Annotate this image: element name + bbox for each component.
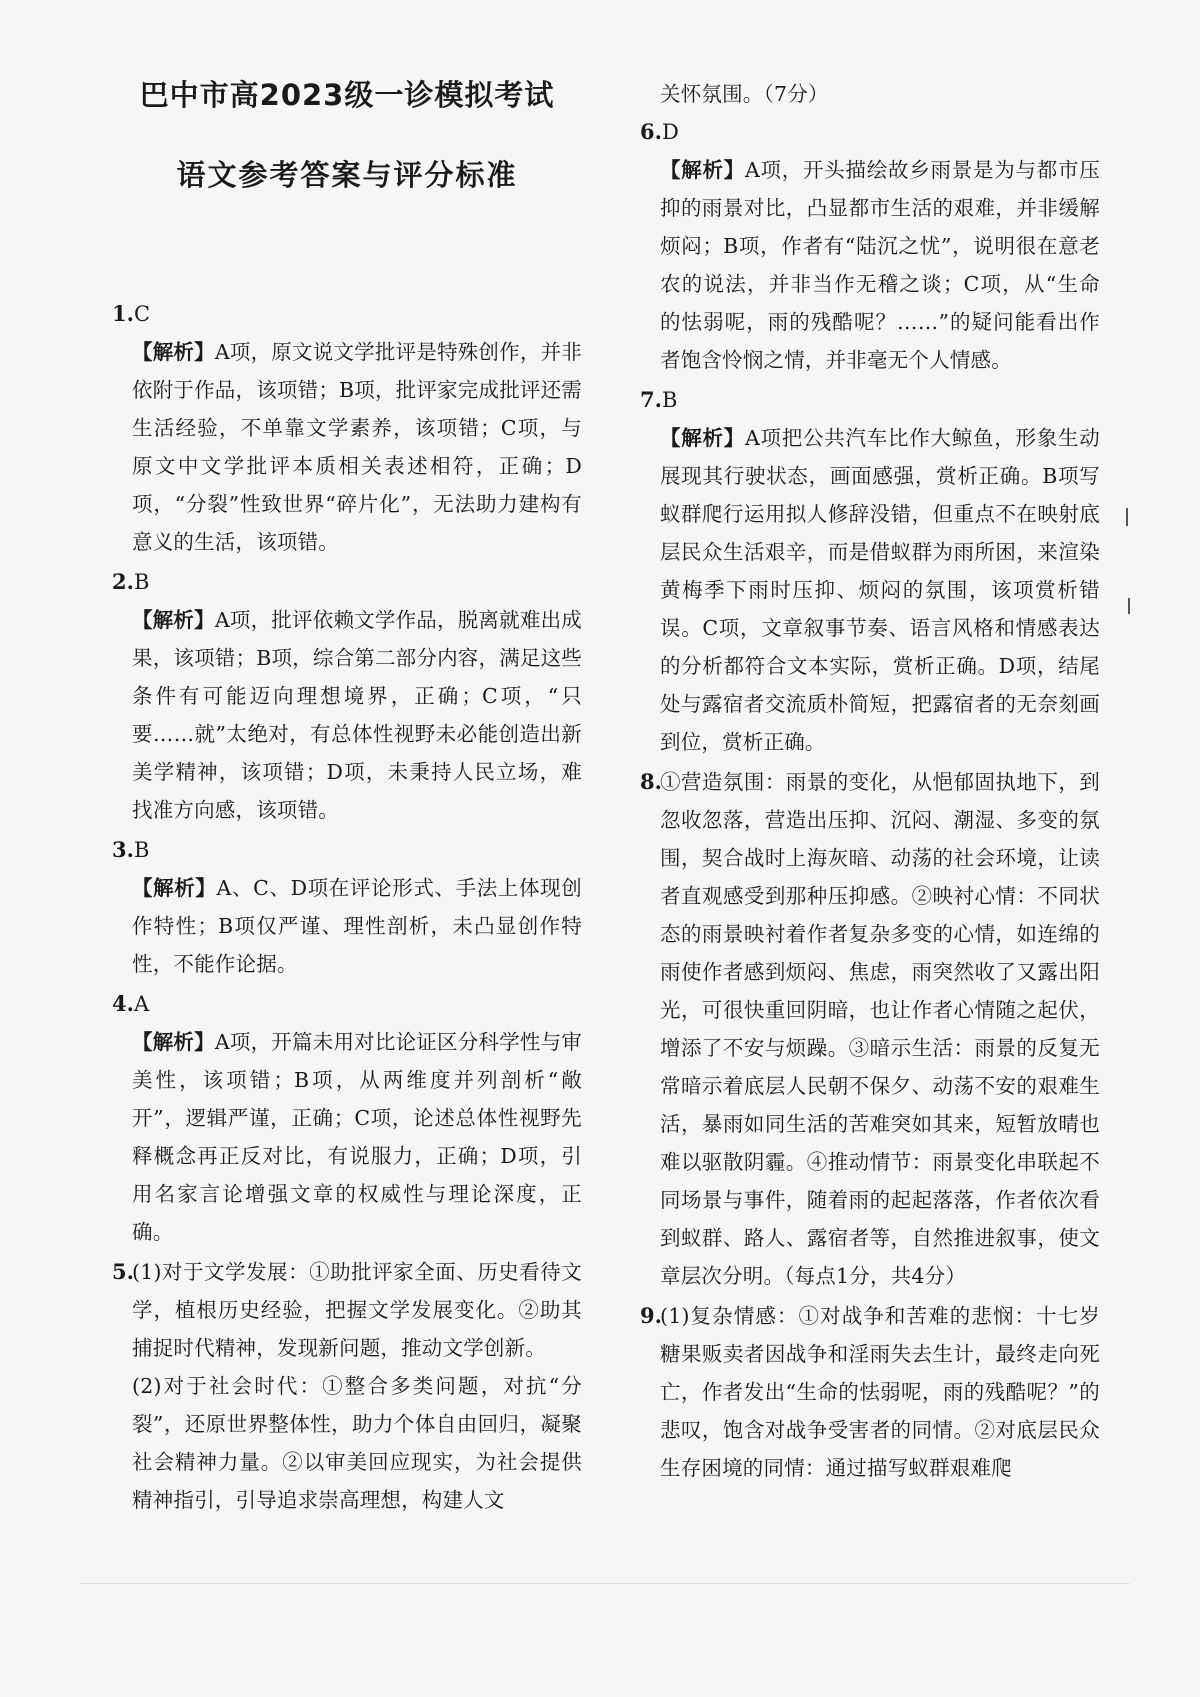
page-footer-divider [80, 1583, 1130, 1584]
question-2 [112, 563, 582, 829]
question-8 [640, 763, 1100, 1295]
answer-choice: C [133, 302, 151, 326]
analysis-text: 【解析】A项，开头描绘故乡雨景是为与都市压抑的雨景对比，凸显都市生活的艰难，并非缓解烦闷；B项，作者有“陆沉之忧”，说明很在意老农的说法，并非当作无稽之谈；C项，从“生命的怯弱呢，雨的残酷呢？……”的疑问能看出作者饱含怜悯之情，并非毫无个人情感。 [660, 158, 1100, 372]
question-9 [640, 1297, 1100, 1487]
question-1 [112, 295, 582, 561]
question-5-continued: 关怀氛围。（7分） [660, 82, 829, 106]
right-column [640, 75, 1100, 1489]
answer-choice: B [133, 838, 150, 862]
question-number: 4.A [112, 991, 150, 1016]
analysis-text: 【解析】A项把公共汽车比作大鲸鱼，形象生动展现其行驶状态，画面感强，赏析正确。B项写蚁群爬行运用拟人修辞没错，但重点不在映射底层民众生活艰辛，而是借蚁群为雨所困，来渲染黄梅季下雨时压抑、烦闷的氛围，该项赏析错误。C项，文章叙事节奏、语言风格和情感表达的分析都符合文本实际，赏析正确。D项，结尾处与露宿者交流质朴简短，把露宿者的无奈刻画到位，赏析正确。 [660, 426, 1100, 754]
answer-point-1: (1)对于文学发展：①助批评家全面、历史看待文学，植根历史经验，把握文学发展变化。②助其捕捉时代精神，发现新问题，推动文学创新。 [132, 1260, 582, 1360]
left-column [112, 75, 582, 1521]
margin-mark [1126, 508, 1128, 526]
question-number: 5. [112, 1259, 134, 1284]
margin-mark [1128, 598, 1130, 614]
question-number: 9. [640, 1303, 662, 1328]
analysis-text: 【解析】A项，开篇未用对比论证区分科学性与审美性，该项错；B项，从两维度并列剖析“敞开”，逻辑严谨，正确；C项，论述总体性视野先释概念再正反对比，有说服力，正确；D项，引用名家言论增强文章的权威性与理论深度，正确。 [132, 1030, 582, 1244]
analysis-text: 【解析】A项，批评依赖文学作品，脱离就难出成果，该项错；B项，综合第二部分内容，满足这些条件有可能迈向理想境界，正确；C项，“只要……就”太绝对，有总体性视野未必能创造出新美学精神，该项错；D项，未秉持人民立场，难找准方向感，该项错。 [132, 608, 582, 822]
answer-text: ①营造氛围：雨景的变化，从悒郁固执地下，到忽收忽落，营造出压抑、沉闷、潮湿、多变的氛围，契合战时上海灰暗、动荡的社会环境，让读者直观感受到那种压抑感。②映衬心情：不同状态的雨景映衬着作者复杂多变的心情，如连绵的雨使作者感到烦闷、焦虑，雨突然收了又露出阳光，可很快重回阴暗，也让作者心情随之起伏，增添了不安与烦躁。③暗示生活：雨景的反复无常暗示着底层人民朝不保夕、动荡不安的艰难生活，暴雨如同生活的苦难突如其来，短暂放晴也难以驱散阴霾。④推动情节：雨景变化串联起不同场景与事件，随着雨的起起落落，作者依次看到蚁群、路人、露宿者等，自然推进叙事，使文章层次分明。（每点1分，共4分） [660, 770, 1100, 1288]
question-number: 8. [640, 769, 662, 794]
question-number: 2.B [112, 569, 150, 594]
page-title: 巴中市高2023级一诊模拟考试 [139, 78, 555, 112]
question-number: 3.B [112, 837, 150, 862]
answer-choice: B [661, 388, 678, 412]
page-subtitle: 语文参考答案与评分标准 [176, 158, 518, 192]
question-number: 7.B [640, 387, 678, 412]
question-3 [112, 831, 582, 983]
analysis-text: 【解析】A、C、D项在评论形式、手法上体现创作特性；B项仅严谨、理性剖析，未凸显创作特性，不能作论据。 [132, 876, 582, 976]
question-number: 1.C [112, 301, 151, 326]
analysis-text: 【解析】A项，原文说文学批评是特殊创作，并非依附于作品，该项错；B项，批评家完成批评还需生活经验，不单靠文学素养，该项错；C项，与原文中文学批评本质相关表述相符，正确；D项，“分裂”性致世界“碎片化”，无法助力建构有意义的生活，该项错。 [132, 340, 582, 554]
question-5 [112, 1253, 582, 1519]
answer-choice: A [133, 992, 150, 1016]
question-4 [112, 985, 582, 1251]
answer-text: (1)复杂情感：①对战争和苦难的悲悯：十七岁糖果贩卖者因战争和淫雨失去生计，最终走向死亡，作者发出“生命的怯弱呢，雨的残酷呢？”的悲叹，饱含对战争受害者的同情。②对底层民众生存困境的同情：通过描写蚁群艰难爬 [660, 1304, 1100, 1480]
answer-point-2: (2)对于社会时代：①整合多类问题，对抗“分裂”，还原世界整体性，助力个体自由回归，凝聚社会精神力量。②以审美回应现实，为社会提供精神指引，引导追求崇高理想，构建人文 [132, 1374, 582, 1512]
answer-choice: B [133, 570, 150, 594]
question-6 [640, 113, 1100, 379]
question-7 [640, 381, 1100, 761]
answer-choice: D [661, 120, 679, 144]
question-number: 6.D [640, 119, 679, 144]
